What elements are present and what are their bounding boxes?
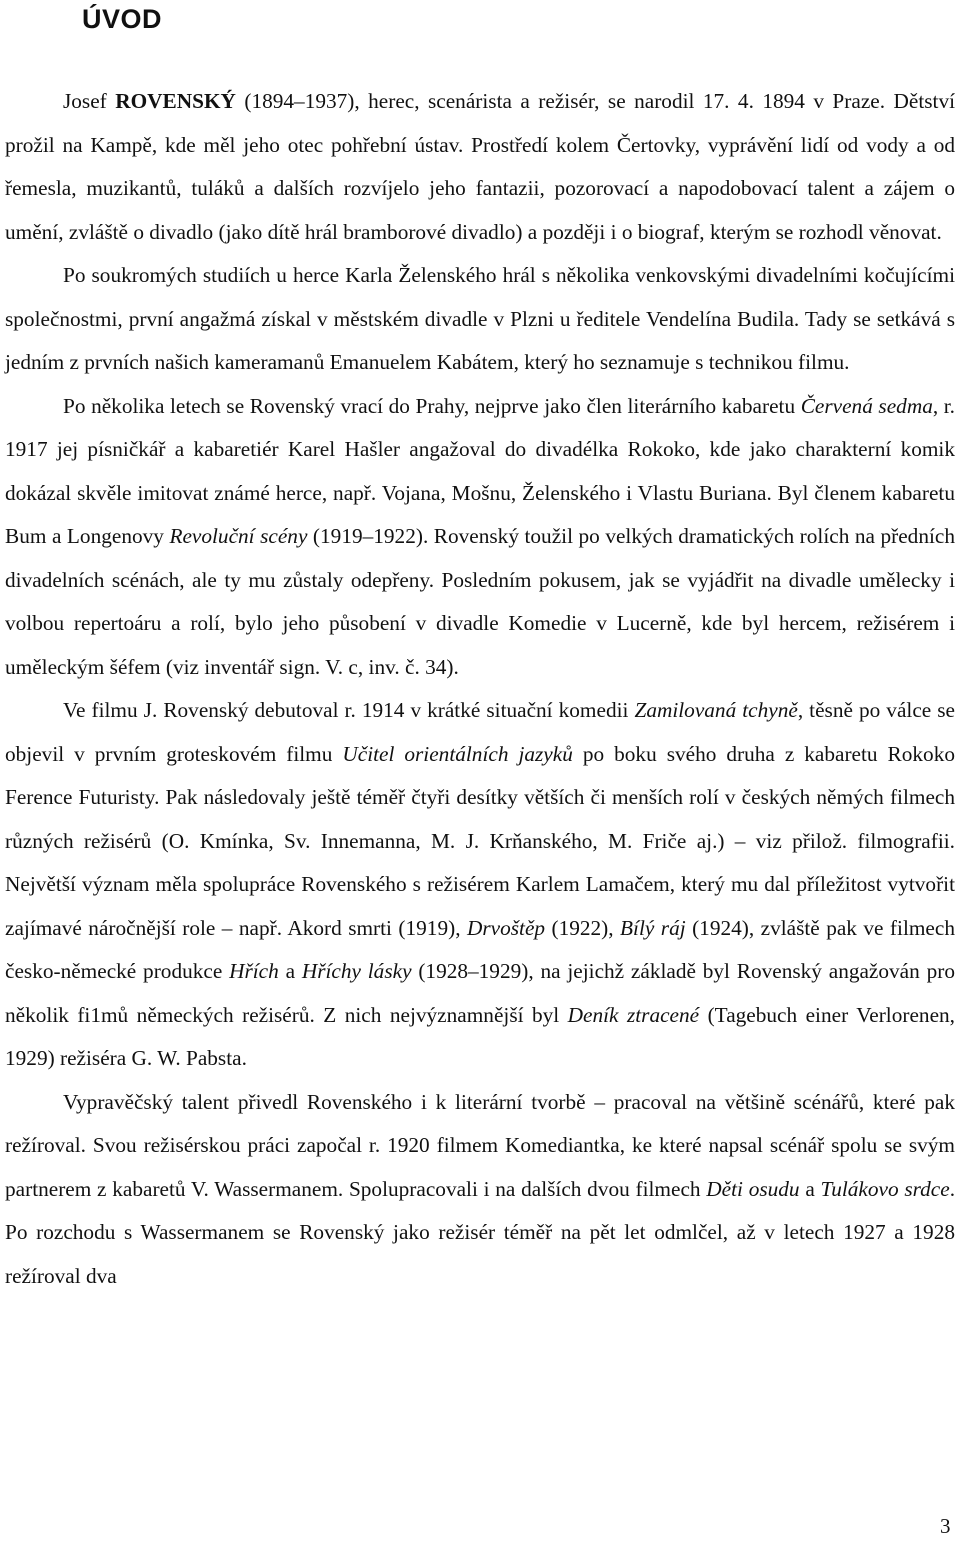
paragraph bbox=[5, 254, 955, 385]
text-span: (1922), bbox=[545, 915, 621, 940]
text-span: Po soukromých studiích u herce Karla Želenského hrál s několika venkovskými divadelními kočujícími společnostmi, první angažmá získal v městském divadle v Plzni u ředitele Vendelína Budila. Tady se setkává s jedním z prvních našich kameramanů Emanuelem Kabátem, který ho seznamuje s technikou filmu. bbox=[5, 263, 955, 374]
page-number: 3 bbox=[940, 1514, 951, 1538]
work-title: Červená sedma bbox=[800, 393, 933, 418]
film-title: Bílý ráj bbox=[620, 915, 686, 940]
paragraph bbox=[5, 385, 955, 690]
paragraph bbox=[5, 689, 955, 1081]
text-span: Vypravěčský talent přivedl Rovenského i k literární tvorbě – pracoval na většině scénářů, které pak režíroval. Svou režisérskou práci započal r. 1920 filmem Komediantka, ke které napsal scénář spolu se svým partnerem z kabaretů V. Wassermanem. Spolupracovali i na dalších dvou filmech bbox=[5, 1089, 955, 1201]
work-title: Revoluční scény bbox=[169, 524, 308, 548]
text-span: Ve filmu J. Rovenský debutoval r. 1914 v krátké situační komedii bbox=[63, 698, 635, 722]
page-heading: ÚVOD bbox=[82, 4, 163, 34]
film-title: Zamilovaná tchyně bbox=[634, 698, 798, 722]
film-title: Drvoštěp bbox=[466, 915, 546, 940]
film-title: Hřích bbox=[229, 959, 279, 983]
text-span: , r. 1917 jej písničkář a kabaretiér Karel Hašler angažoval do divadélka Rokoko, kde jako charakterní komik dokázal skvěle imitovat známé herce, např. Vojana, Mošnu, Želenského i Vlastu Buriana. Byl členem kabaretu Bum a Longenovy bbox=[5, 393, 956, 548]
text-span: Po několika letech se Rovenský vrací do Prahy, nejprve jako člen literárního kabaretu bbox=[63, 393, 801, 418]
film-title: Učitel orientálních jazyků bbox=[342, 741, 573, 766]
text-span: , těsně po válce se objevil v prvním groteskovém filmu bbox=[5, 698, 955, 766]
emphasized-name: ROVENSKÝ bbox=[115, 89, 236, 113]
paragraph bbox=[5, 80, 955, 254]
document-body bbox=[5, 80, 955, 1298]
text-span: (1928–1929), na jejichž základě byl Rovenský angažován pro několik fi1mů německých režisérů. Z nich nejvýznamnější byl bbox=[5, 959, 955, 1027]
film-title: Tulákovo srdce bbox=[820, 1176, 950, 1201]
film-title: Děti osudu bbox=[706, 1176, 800, 1201]
film-title: Hříchy lásky bbox=[301, 959, 412, 983]
text-span: a bbox=[799, 1176, 821, 1201]
text-span: . Po rozchodu s Wassermanem se Rovenský jako režisér téměř na pět let odmlčel, až v letech 1927 a 1928 režíroval dva bbox=[5, 1176, 956, 1288]
text-span: (1924), zvláště pak ve filmech česko-německé produkce bbox=[5, 915, 955, 983]
text-span: po boku svého druha z kabaretu Rokoko Ference Futuristy. Pak následovaly ještě téměř čtyři desítky větších či menších rolí v českých němých filmech různých režisérů (O. Kmínka, Sv. Innemanna, M. J. Krňanského, M. Friče aj.) – viz přilož. filmografii. Největší význam měla spolupráce Rovenského s režisérem Karlem Lamačem, který mu dal příležitost vytvořit zajímavé náročnější role – např. Akord smrti (1919), bbox=[5, 741, 955, 940]
text-span: a bbox=[278, 959, 302, 983]
text-span: (Tagebuch einer Verlorenen, 1929) režiséra G. W. Pabsta. bbox=[5, 1002, 955, 1070]
text-span: Josef bbox=[63, 89, 116, 113]
film-title: Deník ztracené bbox=[567, 1002, 700, 1027]
text-span: (1894–1937), herec, scenárista a režisér, se narodil 17. 4. 1894 v Praze. Dětství prožil na Kampě, kde měl jeho otec pohřební ústav. Prostředí kolem Čertovky, vyprávění lidí od vody a od řemesla, muzikantů, tuláků a dalších rozvíjelo jeho fantazii, pozorovací a napodobovací talent a zájem o umění, zvláště o divadlo (jako dítě hrál bramborové divadlo) a později i o biograf, kterým se rozhodl věnovat. bbox=[5, 89, 956, 244]
paragraph bbox=[5, 1081, 955, 1299]
text-span: (1919–1922). Rovenský toužil po velkých dramatických rolích na předních divadelních scénách, ale ty mu zůstaly odepřeny. Posledním pokusem, jak se vyjádřit na divadle umělecky i volbou repertoáru a rolí, bylo jeho působení v divadle Komedie v Lucerně, kde byl hercem, režisérem i uměleckým šéfem (viz inventář sign. V. c, inv. č. 34). bbox=[5, 524, 956, 679]
